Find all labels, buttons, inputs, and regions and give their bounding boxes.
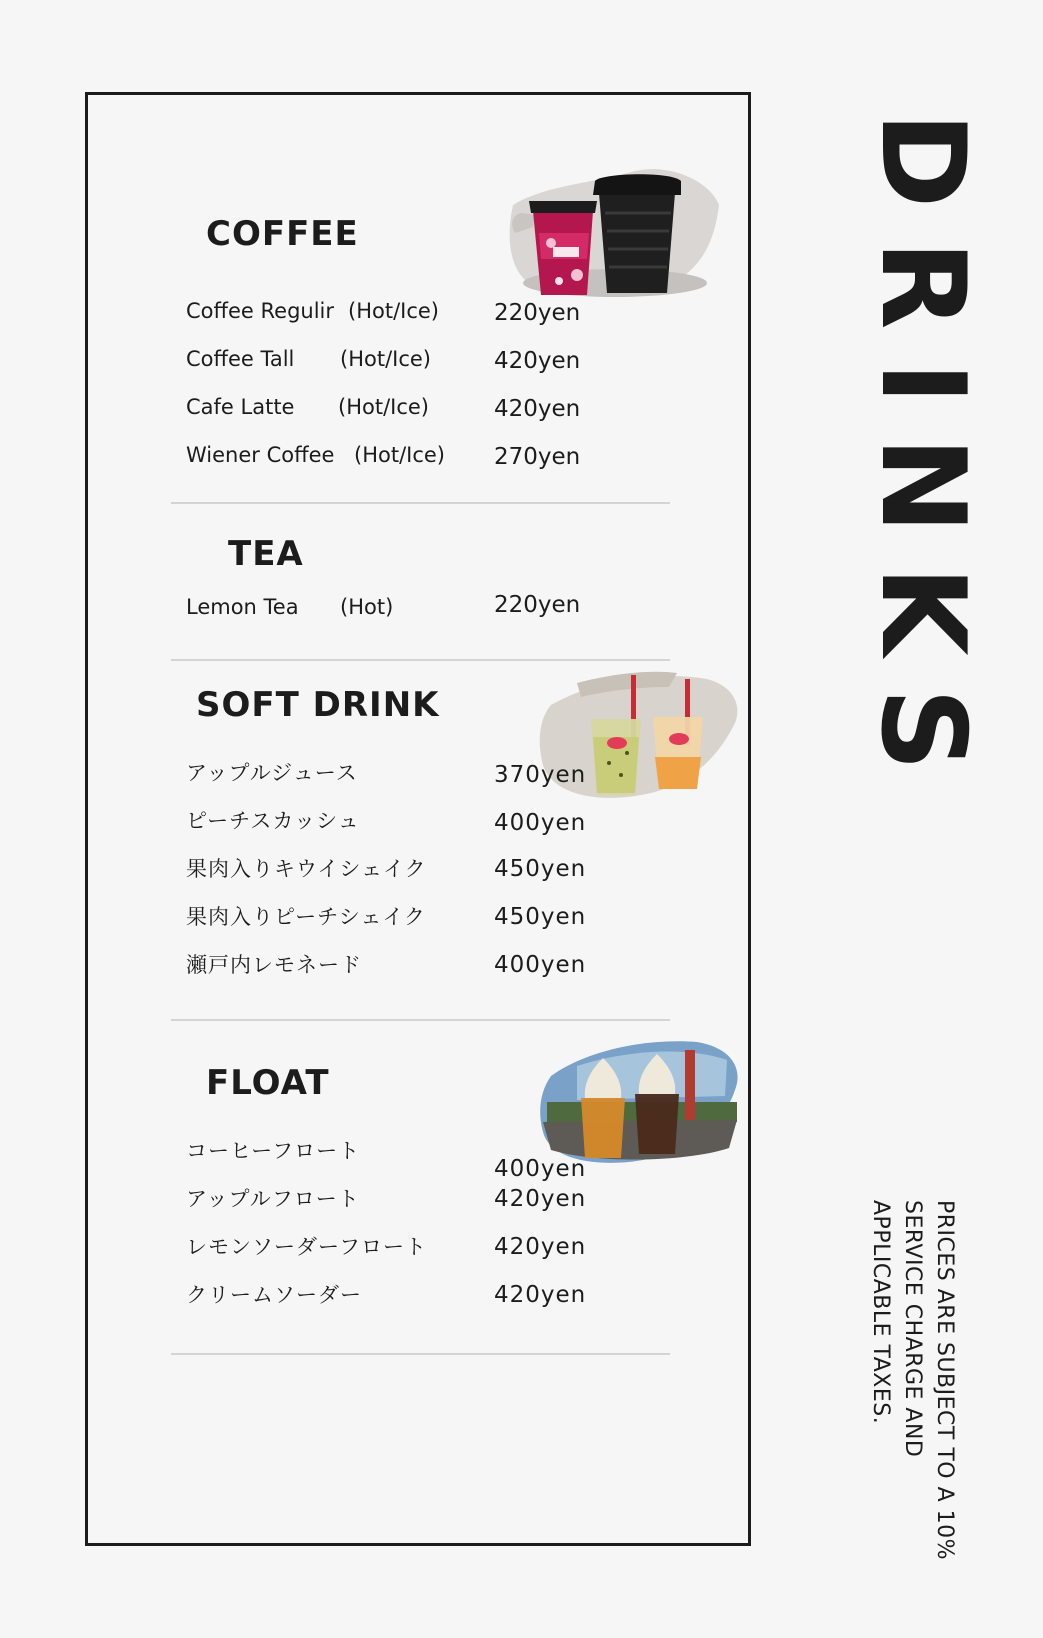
item-name: クリームソーダー (186, 1283, 362, 1307)
item-price: 400yen (494, 1156, 587, 1182)
section-divider (171, 502, 670, 504)
menu-item (186, 440, 606, 470)
menu-item (186, 1136, 606, 1182)
item-name: Cafe Latte (186, 395, 295, 419)
tax-note-line: SERVICE CHARGE AND (900, 1200, 925, 1458)
peach-cup-icon (653, 717, 703, 789)
item-price: 220yen (494, 300, 581, 326)
black-cup-icon (593, 174, 681, 293)
item-price: 400yen (494, 810, 587, 836)
item-price: 220yen (494, 592, 581, 618)
tax-note-line: PRICES ARE SUBJECT TO A 10% (932, 1200, 957, 1561)
item-variant: (Hot/Ice) (354, 443, 445, 467)
side-title (855, 112, 990, 804)
menu-item (186, 392, 606, 422)
section-divider (171, 1353, 670, 1355)
item-price: 420yen (494, 1234, 587, 1260)
item-price: 400yen (494, 952, 587, 978)
tax-note (864, 1200, 960, 1560)
item-variant: (Hot/Ice) (338, 395, 429, 419)
menu-item (186, 1280, 606, 1310)
menu-item (186, 854, 606, 884)
item-price: 420yen (494, 1282, 587, 1308)
item-price: 450yen (494, 856, 587, 882)
menu-item (186, 758, 606, 788)
side-title-text: DRINKS (855, 112, 990, 804)
item-name: 果肉入りキウイシェイク (186, 857, 427, 881)
item-price: 420yen (494, 348, 581, 374)
item-variant: (Hot/Ice) (340, 347, 431, 371)
item-name: Coffee Regulir (186, 299, 335, 323)
section-divider (171, 659, 670, 661)
menu-item (186, 1184, 606, 1214)
item-variant: (Hot/Ice) (348, 299, 439, 323)
tax-note-line: APPLICABLE TAXES. (868, 1200, 893, 1425)
menu-item (186, 1232, 606, 1262)
coffee-cups-photo (505, 163, 725, 303)
item-variant: (Hot) (340, 595, 394, 619)
item-name: Coffee Tall (186, 347, 295, 371)
menu-item (186, 950, 606, 980)
float-heading: FLOAT (206, 1063, 330, 1103)
item-price: 450yen (494, 904, 587, 930)
item-name: アップルフロート (186, 1187, 360, 1211)
menu-item (186, 296, 606, 326)
menu-item (186, 902, 606, 932)
menu-item (186, 592, 606, 622)
section-divider (171, 1019, 670, 1021)
soft-drink-heading: SOFT DRINK (196, 685, 440, 725)
item-name: Lemon Tea (186, 595, 299, 619)
menu-item (186, 344, 606, 374)
item-price: 420yen (494, 396, 581, 422)
item-name: レモンソーダーフロート (186, 1235, 427, 1259)
tea-heading: TEA (228, 534, 304, 574)
item-name: 果肉入りピーチシェイク (186, 905, 426, 929)
item-name: ピーチスカッシュ (186, 809, 360, 833)
item-name: アップルジュース (186, 761, 358, 785)
item-name: 瀬戸内レモネード (186, 953, 362, 977)
coffee-heading: COFFEE (206, 214, 359, 254)
menu-item (186, 806, 606, 836)
item-name: コーヒーフロート (186, 1139, 361, 1163)
item-name: Wiener Coffee (186, 443, 335, 467)
item-price: 370yen (494, 762, 587, 788)
item-price: 270yen (494, 444, 581, 470)
item-price: 420yen (494, 1186, 587, 1212)
